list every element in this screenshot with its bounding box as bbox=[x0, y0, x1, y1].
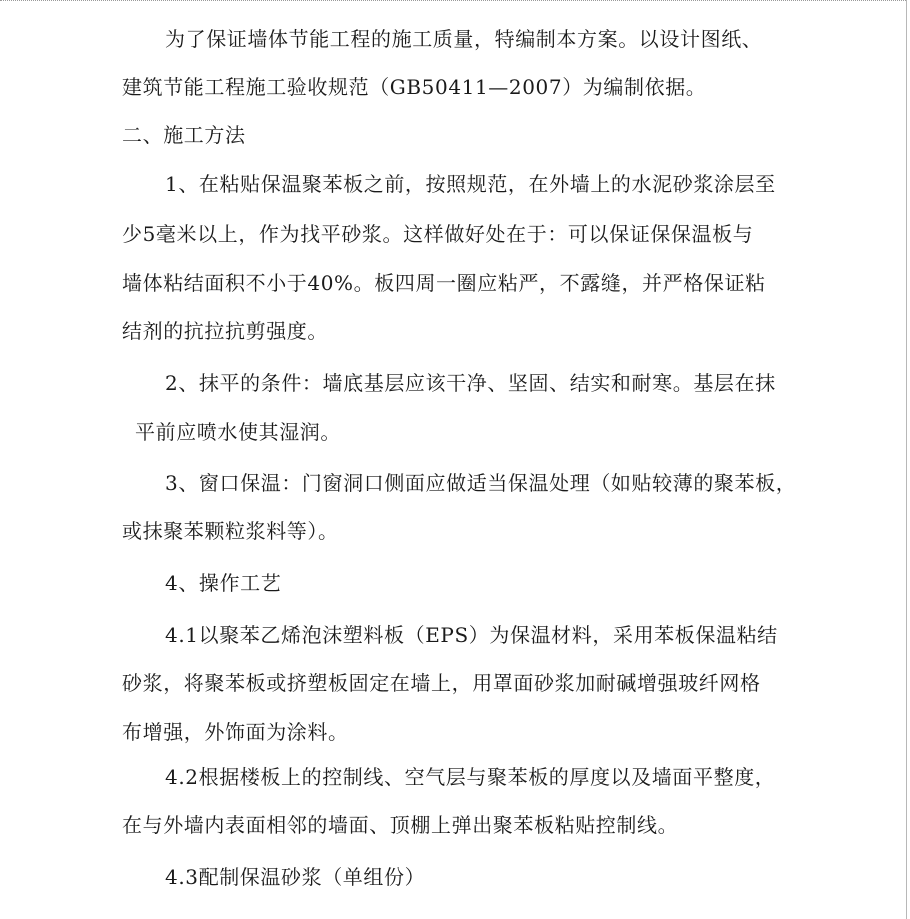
paragraph-line: 为了保证墙体节能工程的施工质量，特编制本方案。以设计图纸、 bbox=[165, 27, 763, 51]
paragraph-line: 3、窗口保温：门窗洞口侧面应做适当保温处理（如贴较薄的聚苯板， bbox=[165, 471, 797, 495]
paragraph-line: 砂浆，将聚苯板或挤塑板固定在墙上，用罩面砂浆加耐碱增强玻纤网格 bbox=[122, 671, 761, 695]
paragraph-line: 或抹聚苯颗粒浆料等）。 bbox=[122, 519, 339, 543]
paragraph-line: 4.2根据楼板上的控制线、空气层与聚苯板的厚度以及墙面平整度， bbox=[165, 765, 776, 789]
paragraph-line: 2、抹平的条件：墙底基层应该干净、坚固、结实和耐寒。基层在抹 bbox=[165, 371, 776, 395]
paragraph-line: 少5毫米以上，作为找平砂浆。这样做好处在于：可以保证保保温板与 bbox=[122, 222, 754, 246]
paragraph-line: 结剂的抗拉抗剪强度。 bbox=[122, 319, 328, 343]
paragraph-line: 在与外墙内表面相邻的墙面、顶棚上弹出聚苯板粘贴控制线。 bbox=[122, 813, 679, 837]
paragraph-line: 1、在粘贴保温聚苯板之前，按照规范，在外墙上的水泥砂浆涂层至 bbox=[165, 172, 776, 196]
paragraph-line: 4.1以聚苯乙烯泡沫塑料板（EPS）为保温材料，采用苯板保温粘结 bbox=[165, 623, 778, 647]
paragraph-line: 布增强，外饰面为涂料。 bbox=[122, 720, 349, 744]
subsection-heading: 4、操作工艺 bbox=[165, 571, 282, 595]
section-heading: 二、施工方法 bbox=[122, 123, 246, 147]
paragraph-line: 平前应喷水使其湿润。 bbox=[135, 420, 341, 444]
paragraph-line: 4.3配制保温砂浆（单组份） bbox=[165, 865, 426, 889]
paragraph-line: 建筑节能工程施工验收规范（GB50411—2007）为编制依据。 bbox=[122, 75, 707, 99]
right-border bbox=[906, 0, 907, 919]
paragraph-line: 墙体粘结面积不小于40%。板四周一圈应粘严，不露缝，并严格保证粘 bbox=[122, 271, 766, 295]
top-border bbox=[0, 0, 906, 4]
